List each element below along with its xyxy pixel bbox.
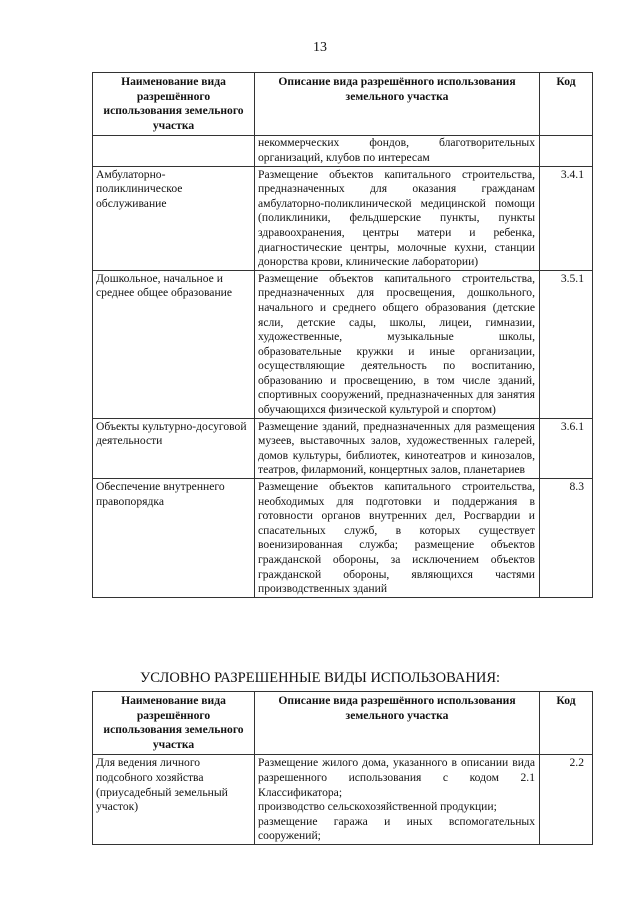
row-code: 3.4.1 [540, 166, 593, 270]
table-row [93, 270, 593, 418]
conditional-uses-table [92, 691, 593, 845]
row-name: Дошкольное, начальное и среднее общее образование [93, 270, 255, 418]
row-description: Размещение объектов капитального строительства, необходимых для подготовки и поддержания в готовности органов внутренних дел, Росгвардии и спасательных служб, в которых существует военизированная служба; размещение объектов гражданской обороны, за исключением объектов гражданской обороны, являющихся частями производственных зданий [255, 479, 540, 598]
row-code: 8.3 [540, 479, 593, 598]
table-row [93, 166, 593, 270]
table-row [93, 479, 593, 598]
table-header-row [93, 73, 593, 136]
table-header-row [93, 692, 593, 755]
row-code: 2.2 [540, 755, 593, 845]
header-name: Наименование вида разрешённого использования земельного участка [93, 692, 255, 755]
row-code: 3.6.1 [540, 418, 593, 478]
header-description: Описание вида разрешённого использования земельного участка [255, 692, 540, 755]
continuation-code-cell [540, 136, 593, 166]
row-description: Размещение объектов капитального строительства, предназначенных для оказания гражданам амбулаторно-поликлинической медицинской помощи (поликлиники, фельдшерские пункты, пункты здравоохранения, центры матери и ребенка, диагностические центры, молочные кухни, станции донорства крови, клинические лаборатории) [255, 166, 540, 270]
row-name: Амбулаторно-поликлиническое обслуживание [93, 166, 255, 270]
table-row [93, 755, 593, 845]
continuation-name-cell [93, 136, 255, 166]
continuation-row [93, 136, 593, 166]
permitted-uses-table [92, 72, 593, 598]
row-code: 3.5.1 [540, 270, 593, 418]
row-description: Размещение зданий, предназначенных для размещения музеев, выставочных залов, художественных галерей, домов культуры, библиотек, кинотеатров и кинозалов, театров, филармоний, концертных залов, планетариев [255, 418, 540, 478]
row-name: Для ведения личного подсобного хозяйства (приусадебный земельный участок) [93, 755, 255, 845]
row-name: Обеспечение внутреннего правопорядка [93, 479, 255, 598]
continuation-description: некоммерческих фондов, благотворительных организаций, клубов по интересам [255, 136, 540, 166]
header-code: Код [540, 692, 593, 755]
header-code: Код [540, 73, 593, 136]
description-paragraph: производство сельскохозяйственной продукции; [258, 800, 497, 814]
row-description: Размещение объектов капитального строительства, предназначенных для просвещения, дошкольного, начального и среднего общего образования (детские ясли, детские сады, школы, лицеи, гимназии, художественные, музыкальные школы, образовательные кружки и иные организации, осуществляющие деятельность по воспитанию, образованию и просвещению, в том числе зданий, спортивных сооружений, предназначенных для занятия обучающихся физической культурой и спортом) [255, 270, 540, 418]
description-paragraph: размещение гаража и иных вспомогательных сооружений; [258, 814, 535, 843]
section-title: УСЛОВНО РАЗРЕШЕННЫЕ ВИДЫ ИСПОЛЬЗОВАНИЯ: [139, 670, 501, 686]
header-description: Описание вида разрешённого использования земельного участка [255, 73, 540, 136]
table-row [93, 418, 593, 478]
header-name: Наименование вида разрешённого использования земельного участка [93, 73, 255, 136]
description-paragraph: Размещение жилого дома, указанного в описании вида разрешенного использования с кодом 2.1 Классификатора; [258, 756, 535, 799]
row-description [255, 755, 540, 845]
page-number: 13 [313, 40, 327, 55]
row-name: Объекты культурно-досуговой деятельности [93, 418, 255, 478]
